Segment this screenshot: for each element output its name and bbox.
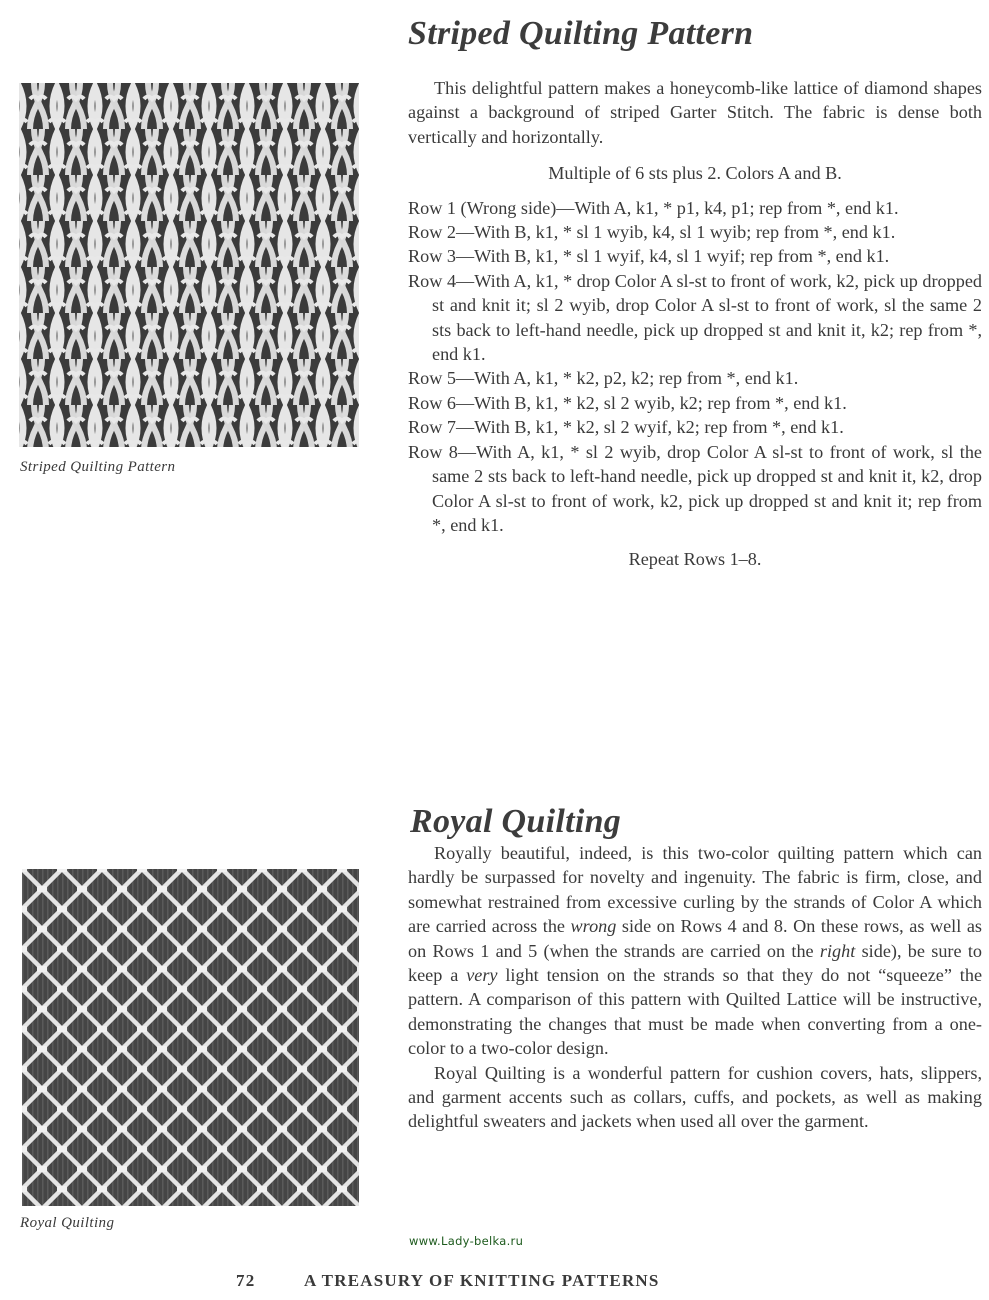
diagonal-lattice-illustration — [22, 869, 359, 1206]
intro-paragraph: This delightful pattern makes a honeycomb-like lattice of diamond shapes against a background of striped Garter Stitch. The fabric is dense both vertically and horizontally. — [408, 78, 982, 147]
description-paragraph-1 — [408, 841, 982, 1061]
stitch-multiple: Multiple of 6 sts plus 2. Colors A and B. — [548, 163, 842, 184]
text-run: side), be sure to keep a — [408, 940, 982, 986]
emphasis-wrong: wrong — [570, 916, 617, 937]
photo-caption-royal-quilting: Royal Quilting — [20, 1215, 115, 1231]
text-run: Royally beautiful, indeed, is this two-color quilting pattern which can hardly be surpassed for novelty and ingenuity. The fabric is firm, close, and somewhat restrained from excessive curling by the strands of Color A which are carried across the — [408, 843, 982, 937]
swatch-photo-striped-quilting — [19, 83, 359, 447]
running-book-title: A TREASURY OF KNITTING PATTERNS — [304, 1271, 660, 1290]
section-body-striped-quilting — [408, 76, 982, 572]
repeat-instruction: Repeat Rows 1–8. — [628, 549, 762, 570]
page-number: 72 — [236, 1271, 256, 1290]
emphasis-right: right — [819, 940, 856, 961]
section-title-striped-quilting: Striped Quilting Pattern — [408, 15, 754, 52]
instruction-row-7: Row 7—With B, k1, * k2, sl 2 wyif, k2; rep from *, end k1. — [408, 417, 844, 438]
section-body-royal-quilting — [408, 841, 982, 1134]
text-run: side on Rows 4 and 8. On these rows, as well as on Rows 1 and 5 (when the strands are carried on the — [408, 916, 982, 961]
page-footer — [236, 1271, 660, 1291]
instruction-row-2: Row 2—With B, k1, * sl 1 wyib, k4, sl 1 wyib; rep from *, end k1. — [408, 222, 896, 243]
watermark-link[interactable]: www.Lady-belka.ru — [409, 1234, 524, 1248]
description-paragraph-2: Royal Quilting is a wonderful pattern for cushion covers, hats, slippers, and garment accents such as collars, cuffs, and pockets, as well as making delightful sweaters and jackets when used all over the garment. — [408, 1062, 982, 1132]
emphasis-very: very — [466, 965, 498, 986]
section-title-royal-quilting: Royal Quilting — [410, 803, 622, 840]
honeycomb-lattice-illustration — [19, 83, 359, 447]
instruction-row-5: Row 5—With A, k1, * k2, p2, k2; rep from *, end k1. — [408, 368, 799, 389]
swatch-photo-royal-quilting — [22, 869, 359, 1206]
instruction-row-8: Row 8—With A, k1, * sl 2 wyib, drop Color A sl-st to front of work, sl the same 2 sts back to left-hand needle, pick up dropped st and knit it, k2, drop Color A sl-st to front of work, k2, pick up dropped st and knit it; rep from *, end k1. — [408, 441, 982, 535]
text-run: light tension on the strands so that they do not “squeeze” the pattern. A comparison of this pattern with Quilted Lattice will be instructive, demonstrating the changes that must be made when converting from a one-color to a two-color design. — [408, 965, 983, 1059]
instruction-row-4: Row 4—With A, k1, * drop Color A sl-st to front of work, k2, pick up dropped st and knit it; sl 2 wyib, drop Color A sl-st to front of work, sl the same 2 sts back to left-hand needle, pick up dropped st and knit it, k2; rep from *, end k1. — [408, 270, 982, 365]
instruction-row-3: Row 3—With B, k1, * sl 1 wyif, k4, sl 1 wyif; rep from *, end k1. — [408, 246, 890, 267]
photo-caption-striped-quilting: Striped Quilting Pattern — [20, 459, 176, 475]
instruction-row-1: Row 1 (Wrong side)—With A, k1, * p1, k4, p1; rep from *, end k1. — [408, 197, 899, 218]
instruction-row-6: Row 6—With B, k1, * k2, sl 2 wyib, k2; rep from *, end k1. — [408, 392, 847, 413]
